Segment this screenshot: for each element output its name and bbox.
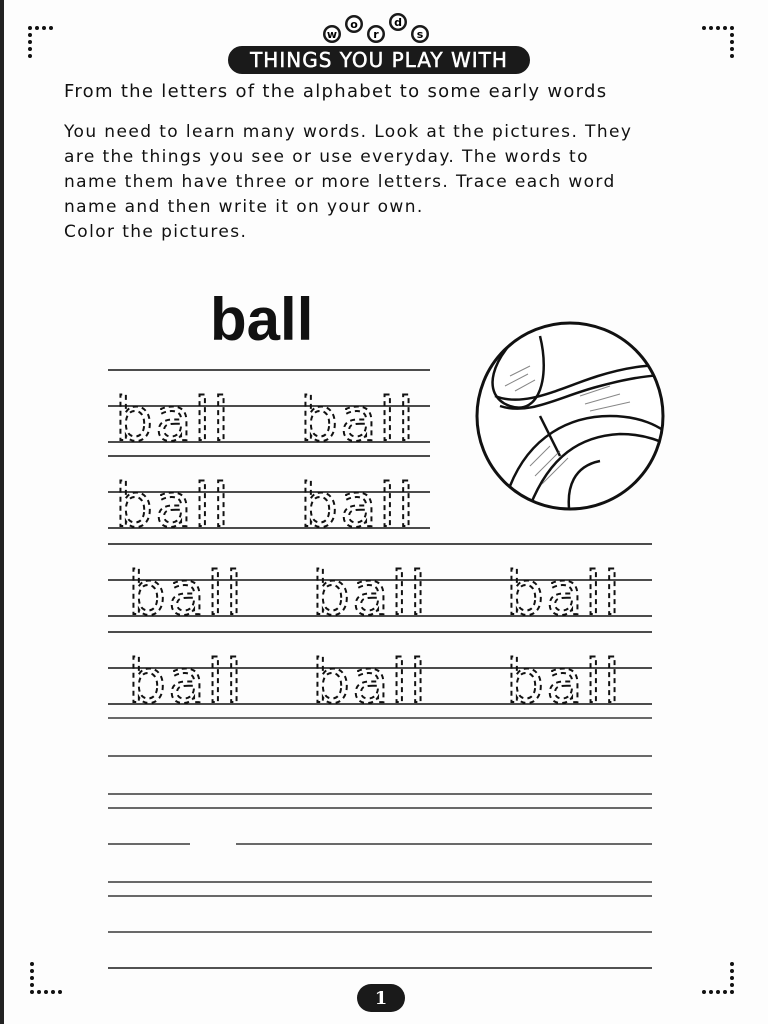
trace-word[interactable]: ball bbox=[128, 559, 245, 629]
binding-edge bbox=[0, 0, 4, 1024]
trace-word[interactable]: ball bbox=[312, 559, 429, 629]
word-heading: ball bbox=[210, 286, 314, 353]
series-letter: o bbox=[350, 18, 358, 31]
trace-word[interactable]: ball bbox=[300, 471, 417, 541]
series-letter-badge bbox=[345, 15, 363, 33]
page-title: THINGS YOU PLAY WITH bbox=[250, 48, 508, 72]
tracing-row-long bbox=[108, 544, 652, 616]
instruction-line: name and then write it on your own. bbox=[64, 197, 424, 217]
tracing-row-short bbox=[108, 456, 430, 528]
series-letter: d bbox=[394, 16, 402, 29]
trace-word[interactable]: ball bbox=[300, 385, 417, 455]
trace-word[interactable]: ball bbox=[115, 471, 232, 541]
tracing-row-short bbox=[108, 370, 430, 442]
series-letter-badge bbox=[411, 25, 429, 43]
trace-word[interactable]: ball bbox=[506, 559, 623, 629]
trace-word[interactable]: ball bbox=[115, 385, 232, 455]
series-logo bbox=[318, 8, 438, 48]
trace-word[interactable]: ball bbox=[128, 647, 245, 717]
series-letter-badge bbox=[389, 13, 407, 31]
instruction-line: Color the pictures. bbox=[64, 222, 248, 242]
series-letter: r bbox=[373, 28, 379, 41]
writing-row[interactable] bbox=[108, 882, 652, 896]
subtitle: From the letters of the alphabet to some early words bbox=[64, 81, 608, 102]
series-letter-badge bbox=[323, 25, 341, 43]
series-letter-badge bbox=[367, 25, 385, 43]
page-number: 1 bbox=[374, 987, 388, 1009]
writing-row[interactable] bbox=[108, 794, 652, 808]
trace-word[interactable]: ball bbox=[506, 647, 623, 717]
ball-icon[interactable] bbox=[470, 316, 670, 516]
instruction-line: You need to learn many words. Look at the pictures. They bbox=[64, 122, 633, 142]
writing-row[interactable] bbox=[108, 718, 652, 756]
trace-word[interactable]: ball bbox=[312, 647, 429, 717]
instruction-line: are the things you see or use everyday. The words to bbox=[64, 147, 589, 167]
instruction-line: name them have three or more letters. Trace each word bbox=[64, 172, 616, 192]
series-letter: w bbox=[326, 28, 338, 41]
page-number-badge bbox=[357, 984, 405, 1012]
series-letter: s bbox=[416, 28, 424, 41]
title-banner bbox=[228, 46, 530, 74]
instructions bbox=[64, 120, 744, 245]
writing-row[interactable] bbox=[108, 932, 652, 968]
tracing-row-long bbox=[108, 632, 652, 704]
